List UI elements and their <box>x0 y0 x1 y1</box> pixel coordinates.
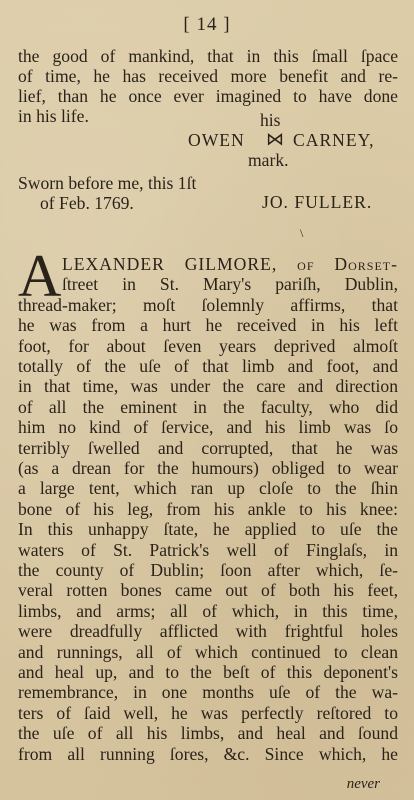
signature-his: his <box>260 110 281 130</box>
text-line: veral rotten bones came out of both his feet, <box>18 580 398 601</box>
text-line: limbs, and arms; all of which, in this time, <box>18 600 398 621</box>
text-line: ſtreet in St. Mary's pariſh, Dublin, <box>62 274 398 295</box>
text-line: lief, than he once ever imagined to have done <box>18 86 398 106</box>
text-line: and heal up, and to the beſt of this deponent's <box>18 662 398 682</box>
catchword: never <box>346 776 380 792</box>
text-line: terribly ſwelled and corrupted, that he was <box>18 437 398 458</box>
text-line: totally of the uſe of that limb and foot, and <box>18 356 398 376</box>
text-line: a large tent, which ran up cloſe to the ſhin <box>18 478 398 499</box>
text-line: him no kind of ſervice, and his limb was ſo <box>18 417 398 438</box>
text-line: In this unhappy ſtate, he applied to uſe the <box>18 519 398 540</box>
text-line: (as a drean for the humours) obliged to wear <box>18 458 398 478</box>
signature-last-name: CARNEY, <box>293 130 375 150</box>
text-line: in that time, was under the care and direction <box>18 376 398 397</box>
signature-first-name: OWEN <box>188 130 245 150</box>
text-line: waters of St. Patrick's well of Finglaſs, in <box>18 539 398 560</box>
text-line: bone of his leg, from his ankle to his knee: <box>18 498 398 519</box>
text-line: the uſe of all his limbs, and heal and ſound <box>18 723 398 744</box>
text-line: LEXANDER GILMORE, of Dorſet- <box>62 254 398 274</box>
sworn-line: Sworn before me, this 1ſt <box>18 173 197 193</box>
text-line: he was from a hurt he received in his left <box>18 315 398 336</box>
drop-cap: A <box>18 243 62 309</box>
text-line: ters of ſaid well, he was perfectly reſtored to <box>18 702 398 723</box>
text-line: from all running ſores, &c. Since which, he <box>18 743 398 764</box>
witness-name: JO. FULLER. <box>262 192 373 212</box>
text-line: of all the eminent in the faculty, who did <box>18 396 398 417</box>
text-line: and runnings, all of which continued to clean <box>18 641 398 662</box>
page-number: [ 14 ] <box>183 14 231 35</box>
pen-mark: \ <box>300 226 304 240</box>
text-line: foot, for about ſeven years deprived almoſt <box>18 335 398 356</box>
text-line: remembrance, in one months uſe of the wa- <box>18 682 398 703</box>
mark-cross-icon: ⋈ <box>266 129 284 149</box>
text-line: thread-maker; moſt ſolemnly affirms, that <box>18 294 398 315</box>
text-line: the good of mankind, that in this ſmall ſpace <box>18 46 398 66</box>
text-line: were dreadfully afflicted with frightful holes <box>18 621 398 642</box>
sworn-date: of Feb. 1769. <box>40 193 134 213</box>
text-line: in his life. <box>18 106 89 126</box>
text-line: the county of Dublin; ſoon after which, ſe- <box>18 560 398 580</box>
signature-mark-label: mark. <box>248 150 289 170</box>
text-line: of time, he has received more benefit and re- <box>18 66 398 86</box>
